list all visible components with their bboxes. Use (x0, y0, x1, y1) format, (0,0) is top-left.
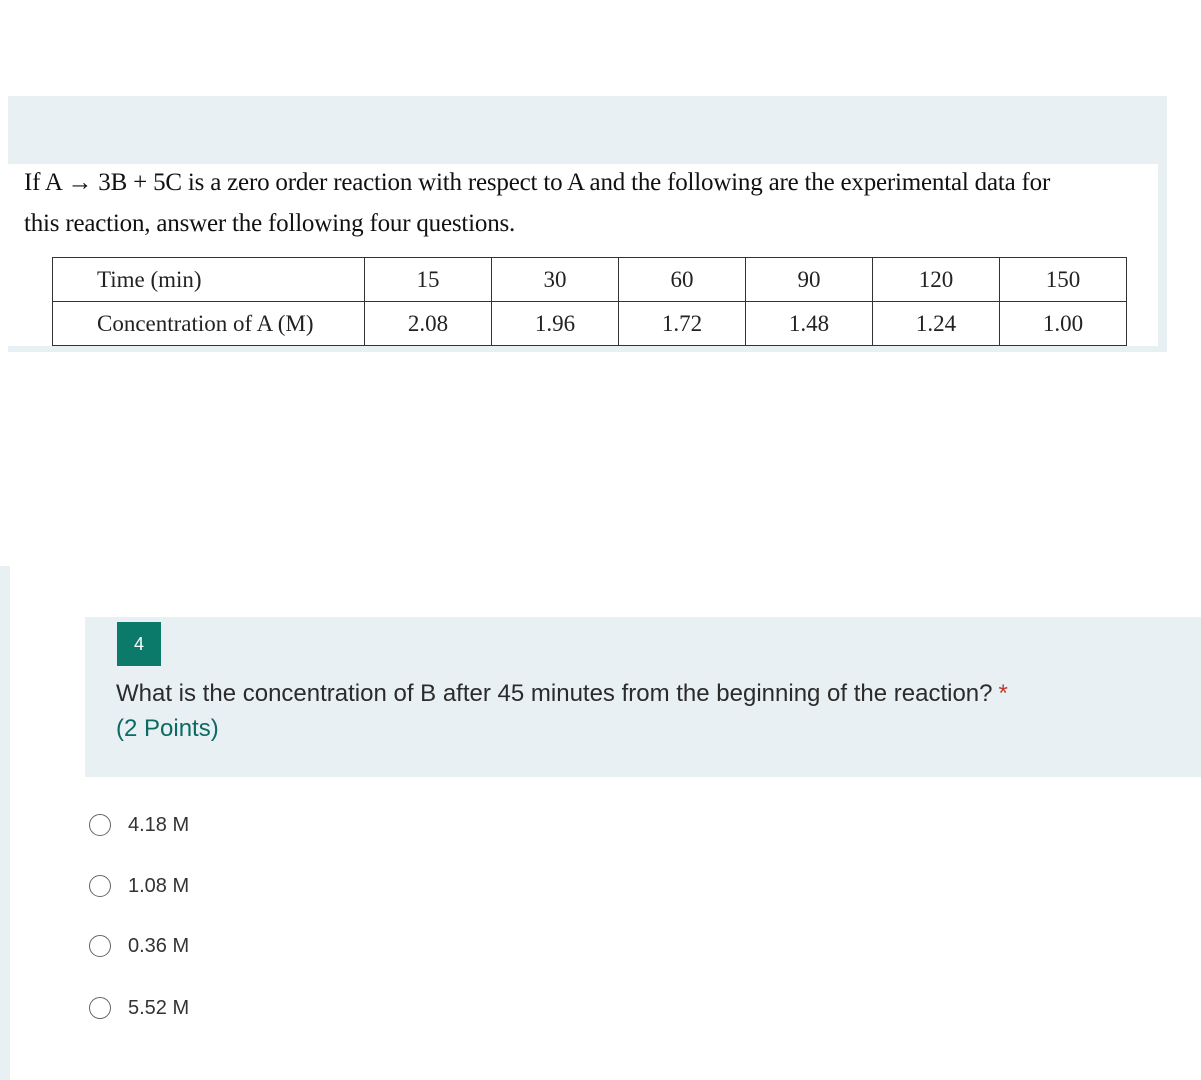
option-4[interactable] (89, 994, 189, 1022)
radio-button[interactable] (89, 814, 111, 836)
question-title (116, 680, 1008, 708)
option-label: 4.18 M (128, 813, 190, 836)
problem-statement (24, 162, 1134, 244)
table-cell: 2.08 (365, 302, 492, 346)
option-2[interactable] (89, 872, 189, 900)
table-cell: Concentration of A (M) (53, 302, 365, 346)
table-cell: 60 (619, 258, 746, 302)
table-row-time (53, 258, 1127, 302)
table-cell: Time (min) (53, 258, 365, 302)
table-cell: 120 (873, 258, 1000, 302)
table-cell: 15 (365, 258, 492, 302)
problem-line-1: If A → 3B + 5C is a zero order reaction with respect to A and the following are the experimental data for (24, 169, 1051, 196)
table-cell: 1.00 (1000, 302, 1127, 346)
option-label: 0.36 M (128, 934, 190, 957)
option-3[interactable] (89, 932, 189, 960)
question-points: (2 Points) (116, 715, 219, 742)
radio-button[interactable] (89, 875, 111, 897)
table-cell: 30 (492, 258, 619, 302)
table-cell: 1.24 (873, 302, 1000, 346)
question-number-badge: 4 (117, 622, 161, 666)
table-row-concentration (53, 302, 1127, 346)
table-cell: 1.96 (492, 302, 619, 346)
option-1[interactable] (89, 811, 189, 839)
radio-button[interactable] (89, 935, 111, 957)
left-edge-strip (0, 566, 10, 1080)
table-cell: 1.48 (746, 302, 873, 346)
option-label: 5.52 M (128, 996, 190, 1019)
panel-bottom-edge (8, 346, 1167, 352)
table-cell: 90 (746, 258, 873, 302)
radio-button[interactable] (89, 997, 111, 1019)
required-mark: * (998, 680, 1008, 707)
table-cell: 150 (1000, 258, 1127, 302)
question-text: What is the concentration of B after 45 minutes from the beginning of the reaction? (116, 680, 993, 707)
table-cell: 1.72 (619, 302, 746, 346)
data-table (52, 257, 1127, 346)
option-label: 1.08 M (128, 874, 190, 897)
problem-line-2: this reaction, answer the following four questions. (24, 210, 516, 237)
